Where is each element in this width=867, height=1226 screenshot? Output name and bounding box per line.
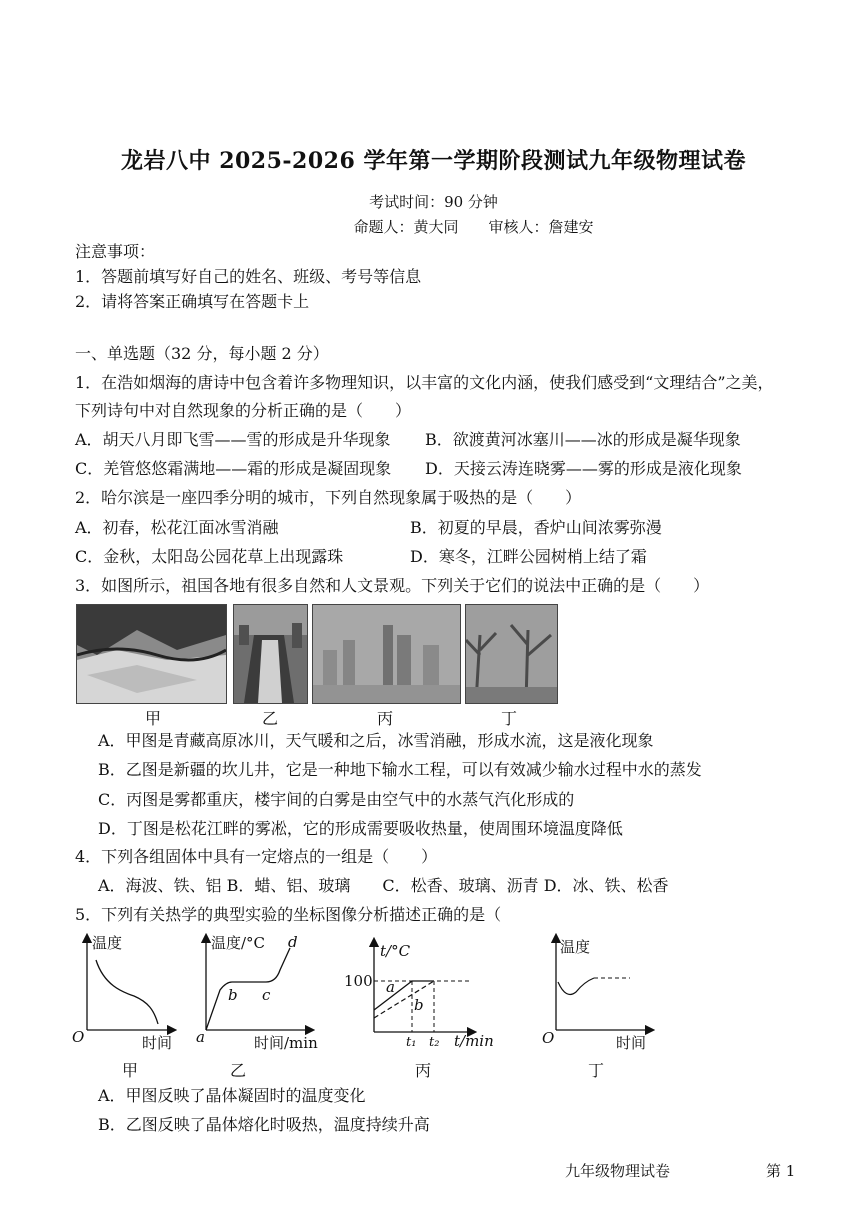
graph-bing-x-tick: t₁ [406,1035,417,1050]
photo-caption: 丙 [377,709,394,728]
section-heading: 一、单选题（32 分，每小题 2 分） [75,344,329,363]
exam-title: 龙岩八中 2025-2026 学年第一学期阶段测试九年级物理试卷 [121,148,746,174]
graph-jia-xlabel: 时间 [142,1034,173,1052]
exam-authors: 命题人：黄大同 审核人：詹建安 [353,218,594,236]
graph-jia-ylabel: 温度 [92,934,123,952]
question-5-option-b: B．乙图反映了晶体熔化时吸热，温度持续升高 [98,1115,430,1134]
question-4-options: A．海波、铁、铝 B．蜡、铝、玻璃 C．松香、玻璃、沥青 D．冰、铁、松香 [98,876,669,895]
question-1-stem-cont: 下列诗句中对自然现象的分析正确的是（ ） [75,401,412,420]
graph-ding-origin: O [542,1029,555,1047]
notice-heading: 注意事项： [75,242,156,261]
graph-ding-xlabel: 时间 [616,1034,647,1052]
graph-ding [540,930,660,1055]
photo-caption: 丁 [501,709,518,728]
graph-yi-point-a: a [196,1028,205,1046]
graph-jia [72,930,182,1055]
graph-caption: 甲 [122,1061,139,1080]
graph-yi-ylabel: 温度/°C [211,934,266,952]
question-3-option-d: D．丁图是松花江畔的雾凇，它的形成需要吸收热量，使周围环境温度降低 [98,819,623,838]
question-2-option-c: C．金秋，太阳岛公园花草上出现露珠 [75,547,344,566]
karez-photo [233,604,308,704]
graph-jia-origin: O [72,1028,85,1046]
question-3-option-a: A．甲图是青藏高原冰川，天气暖和之后，冰雪消融，形成水流，这是液化现象 [98,731,654,750]
graph-bing-y-tick: 100 [344,972,373,990]
graph-yi-point-d: d [288,933,298,951]
exam-time: 考试时间：90 分钟 [369,193,498,211]
question-5-option-a: A．甲图反映了晶体凝固时的温度变化 [98,1086,366,1105]
graph-caption: 乙 [230,1061,247,1080]
notice-item: 2．请将答案正确填写在答题卡上 [75,292,310,311]
glacier-photo [76,604,227,704]
question-1-option-b: B．欲渡黄河冰塞川——冰的形成是凝华现象 [425,430,741,449]
photo-caption: 甲 [145,709,162,728]
question-2-option-a: A．初春，松花江面冰雪消融 [75,518,279,537]
graph-bing-ylabel: t/°C [380,942,411,960]
graph-caption: 丙 [415,1061,432,1080]
question-3-option-b: B．乙图是新疆的坎儿井，它是一种地下输水工程，可以有效减少输水过程中水的蒸发 [98,760,702,779]
graph-yi [192,930,332,1055]
graph-caption: 丁 [588,1061,605,1080]
question-1-option-c: C．羌管悠悠霜满地——霜的形成是凝固现象 [75,459,392,478]
notice-item: 1．答题前填写好自己的姓名、班级、考号等信息 [75,267,422,286]
footer-page-number: 第 1 [766,1162,796,1180]
question-2-option-d: D．寒冬，江畔公园树梢上结了霜 [410,547,647,566]
graph-ding-ylabel: 温度 [560,938,591,956]
question-5-stem: 5．下列有关热学的典型实验的坐标图像分析描述正确的是（ [75,905,502,924]
question-4-stem: 4．下列各组固体中具有一定熔点的一组是（ ） [75,847,438,866]
graph-bing-xlabel: t/min [454,1032,494,1050]
question-3-stem: 3．如图所示，祖国各地有很多自然和人文景观。下列关于它们的说法中正确的是（ ） [75,576,710,595]
graph-yi-point-c: c [262,986,271,1004]
footer-subject: 九年级物理试卷 [565,1162,671,1180]
photo-caption: 乙 [262,709,279,728]
graph-bing-curve-b: b [414,996,424,1014]
question-1-stem: 1．在浩如烟海的唐诗中包含着许多物理知识，以丰富的文化内涵，使我们感受到“文理结合”之美， [75,373,774,392]
graph-bing [340,930,500,1055]
rime-photo [465,604,558,704]
graph-bing-curve-a: a [386,978,395,996]
question-3-option-c: C．丙图是雾都重庆，楼宇间的白雾是由空气中的水蒸气汽化形成的 [98,790,575,809]
graph-yi-point-b: b [228,986,238,1004]
question-2-stem: 2．哈尔滨是一座四季分明的城市，下列自然现象属于吸热的是（ ） [75,488,582,507]
graph-yi-xlabel: 时间/min [254,1034,318,1052]
question-1-option-d: D．天接云涛连晓雾——雾的形成是液化现象 [425,459,742,478]
question-2-option-b: B．初夏的早晨，香炉山间浓雾弥漫 [410,518,662,537]
foggy-city-photo [312,604,461,704]
graph-bing-x-tick: t₂ [429,1035,440,1050]
question-1-option-a: A．胡天八月即飞雪——雪的形成是升华现象 [75,430,391,449]
